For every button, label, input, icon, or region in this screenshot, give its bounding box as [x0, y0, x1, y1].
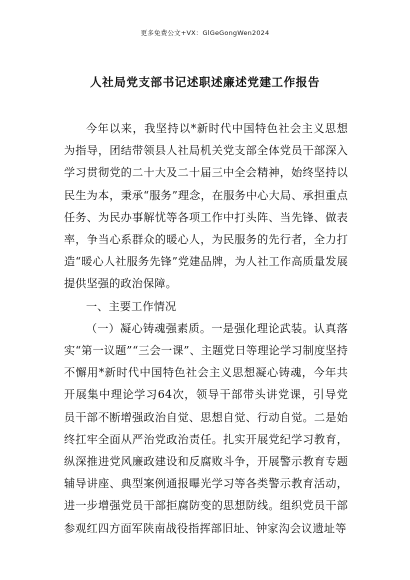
section-heading: 一、主要工作情况	[86, 299, 177, 313]
header-note: 更多免费公文+VX：GlGeGongWen2024	[140, 29, 270, 37]
subsection-paragraph: （一）凝心铸魂强素质。一是强化理论武装。认真落实“第一议题”“三会一课”、主题党日等理论学习制度坚持不懈用*新时代中国特色社会主义思想凝心铸魂，今年共开展集中理论学习64次，领导干部带头讲党课，引导党员干部不断增强政治自觉、思想自觉、行动自觉。二是始终扛牢全面从严治党政治责任。扎实开展党纪学习教育，纵深推进党风廉政建设和反腐败斗争，开展警示教育专题辅导讲座、典型案例通报曝光学习等各类警示教育活动，进一步增强党员干部拒腐防变的思想防线。组织党员干部参观红四方面军陕南战役指挥部旧址、钟家沟会议遗址等	[64, 321, 348, 535]
document-title: 人社局党支部书记述职述廉述党建工作报告	[90, 75, 320, 89]
intro-paragraph: 今年以来，我坚持以*新时代中国特色社会主义思想为指导，团结带领县人社局机关党支部全体党员干部深入学习贯彻党的二十大及二十届三中全会精神，始终坚持以民生为本，秉承“服务”理念，在服务中心大局、承担重点任务、为民办事解忧等各项工作中打头阵、当先锋、做表率，争当心系群众的暖心人，为民服务的先行者，全力打造“暖心人社服务先锋”党建品牌，为人社工作高质量发展提供坚强的政治保障。	[64, 122, 348, 291]
document-body	[64, 118, 348, 540]
